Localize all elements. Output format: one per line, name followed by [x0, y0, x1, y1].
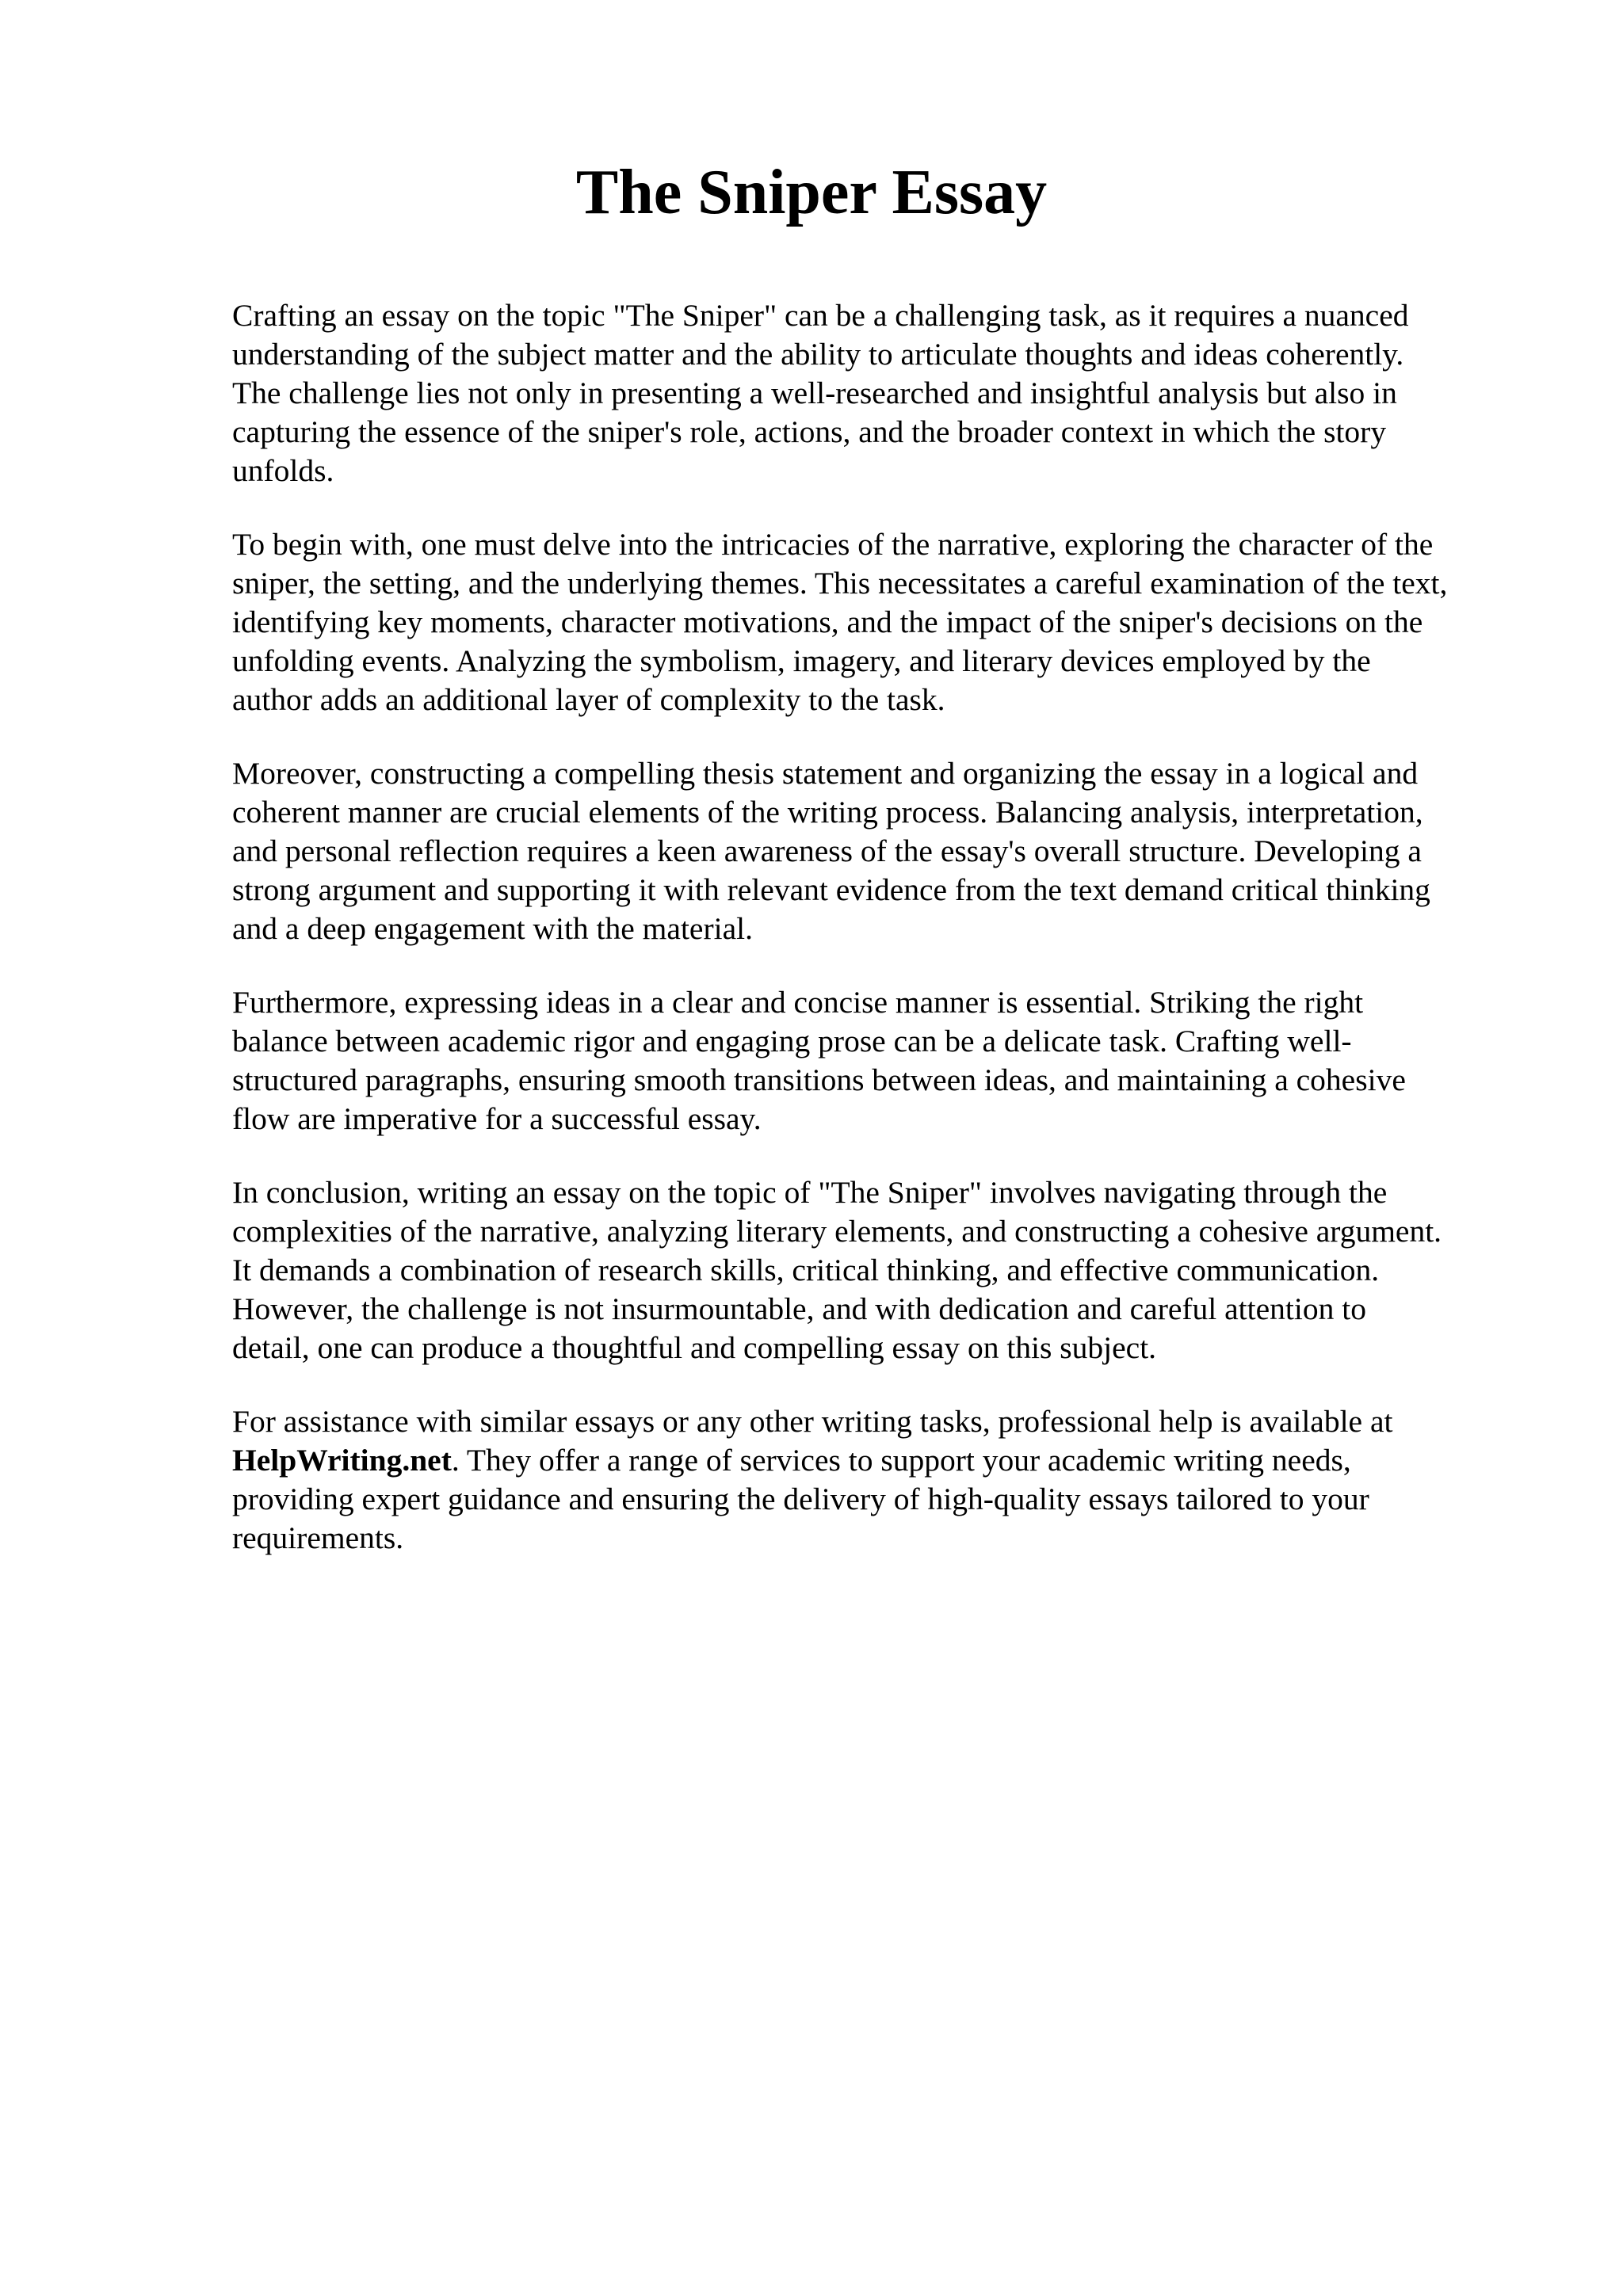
paragraph-line: strong argument and supporting it with relevant evidence from the text demand critical thinking [232, 872, 1430, 907]
paragraph-line: sniper, the setting, and the underlying themes. This necessitates a careful examination of the text, [232, 566, 1448, 601]
paragraph-style [232, 983, 1516, 1138]
paragraph-line: unfolds. [232, 453, 334, 488]
paragraph-line: In conclusion, writing an essay on the topic of "The Sniper" involves navigating through the [232, 1175, 1388, 1210]
paragraph-closing [232, 1402, 1516, 1558]
paragraph-line: unfolding events. Analyzing the symbolism, imagery, and literary devices employed by the [232, 643, 1371, 678]
paragraph-conclusion [232, 1173, 1516, 1367]
paragraph-line: identifying key moments, character motivations, and the impact of the sniper's decisions on the [232, 605, 1423, 639]
paragraph-line: requirements. [232, 1520, 404, 1555]
paragraph-line: Moreover, constructing a compelling thesis statement and organizing the essay in a logical and [232, 756, 1419, 791]
paragraph-line: and a deep engagement with the material. [232, 911, 753, 946]
paragraph-line: To begin with, one must delve into the intricacies of the narrative, exploring the character of the [232, 527, 1434, 562]
paragraph-line: and personal reflection requires a keen awareness of the essay's overall structure. Developing a [232, 833, 1422, 868]
paragraph-line: For assistance with similar essays or any other writing tasks, professional help is available at [232, 1404, 1393, 1439]
paragraph-intro [232, 296, 1516, 490]
brand-link[interactable]: HelpWriting.net [232, 1443, 452, 1478]
paragraph-line: providing expert guidance and ensuring the delivery of high-quality essays tailored to your [232, 1482, 1369, 1516]
paragraph-line: capturing the essence of the sniper's role, actions, and the broader context in which the story [232, 414, 1387, 449]
paragraph-line: author adds an additional layer of complexity to the task. [232, 682, 945, 717]
paragraph-thesis [232, 754, 1516, 948]
paragraph-line: coherent manner are crucial elements of the writing process. Balancing analysis, interpretation, [232, 795, 1423, 830]
paragraph-line: balance between academic rigor and engaging prose can be a delicate task. Crafting well- [232, 1024, 1352, 1058]
closing-line-rest: . They offer a range of services to support your academic writing needs, [451, 1443, 1351, 1478]
paragraph-line: complexities of the narrative, analyzing literary elements, and constructing a cohesive argument. [232, 1214, 1442, 1249]
paragraph-line: detail, one can produce a thoughtful and compelling essay on this subject. [232, 1330, 1157, 1365]
paragraph-line: However, the challenge is not insurmountable, and with dedication and careful attention to [232, 1291, 1366, 1326]
document-title: The Sniper Essay [575, 158, 1048, 227]
paragraph-line: It demands a combination of research skills, critical thinking, and effective communication. [232, 1253, 1380, 1287]
paragraph-line: Furthermore, expressing ideas in a clear and concise manner is essential. Striking the right [232, 985, 1364, 1020]
paragraph-line: understanding of the subject matter and the ability to articulate thoughts and ideas coherently. [232, 337, 1404, 372]
paragraph-line: The challenge lies not only in presenting a well-researched and insightful analysis but also in [232, 376, 1397, 410]
paragraph-line: flow are imperative for a successful essay. [232, 1101, 762, 1136]
paragraph-line: structured paragraphs, ensuring smooth transitions between ideas, and maintaining a cohesive [232, 1062, 1406, 1097]
paragraph-narrative [232, 525, 1516, 719]
paragraph-line [232, 1441, 1516, 1480]
document-body [232, 296, 1516, 1592]
paragraph-line: Crafting an essay on the topic "The Sniper" can be a challenging task, as it requires a nuanced [232, 298, 1409, 333]
